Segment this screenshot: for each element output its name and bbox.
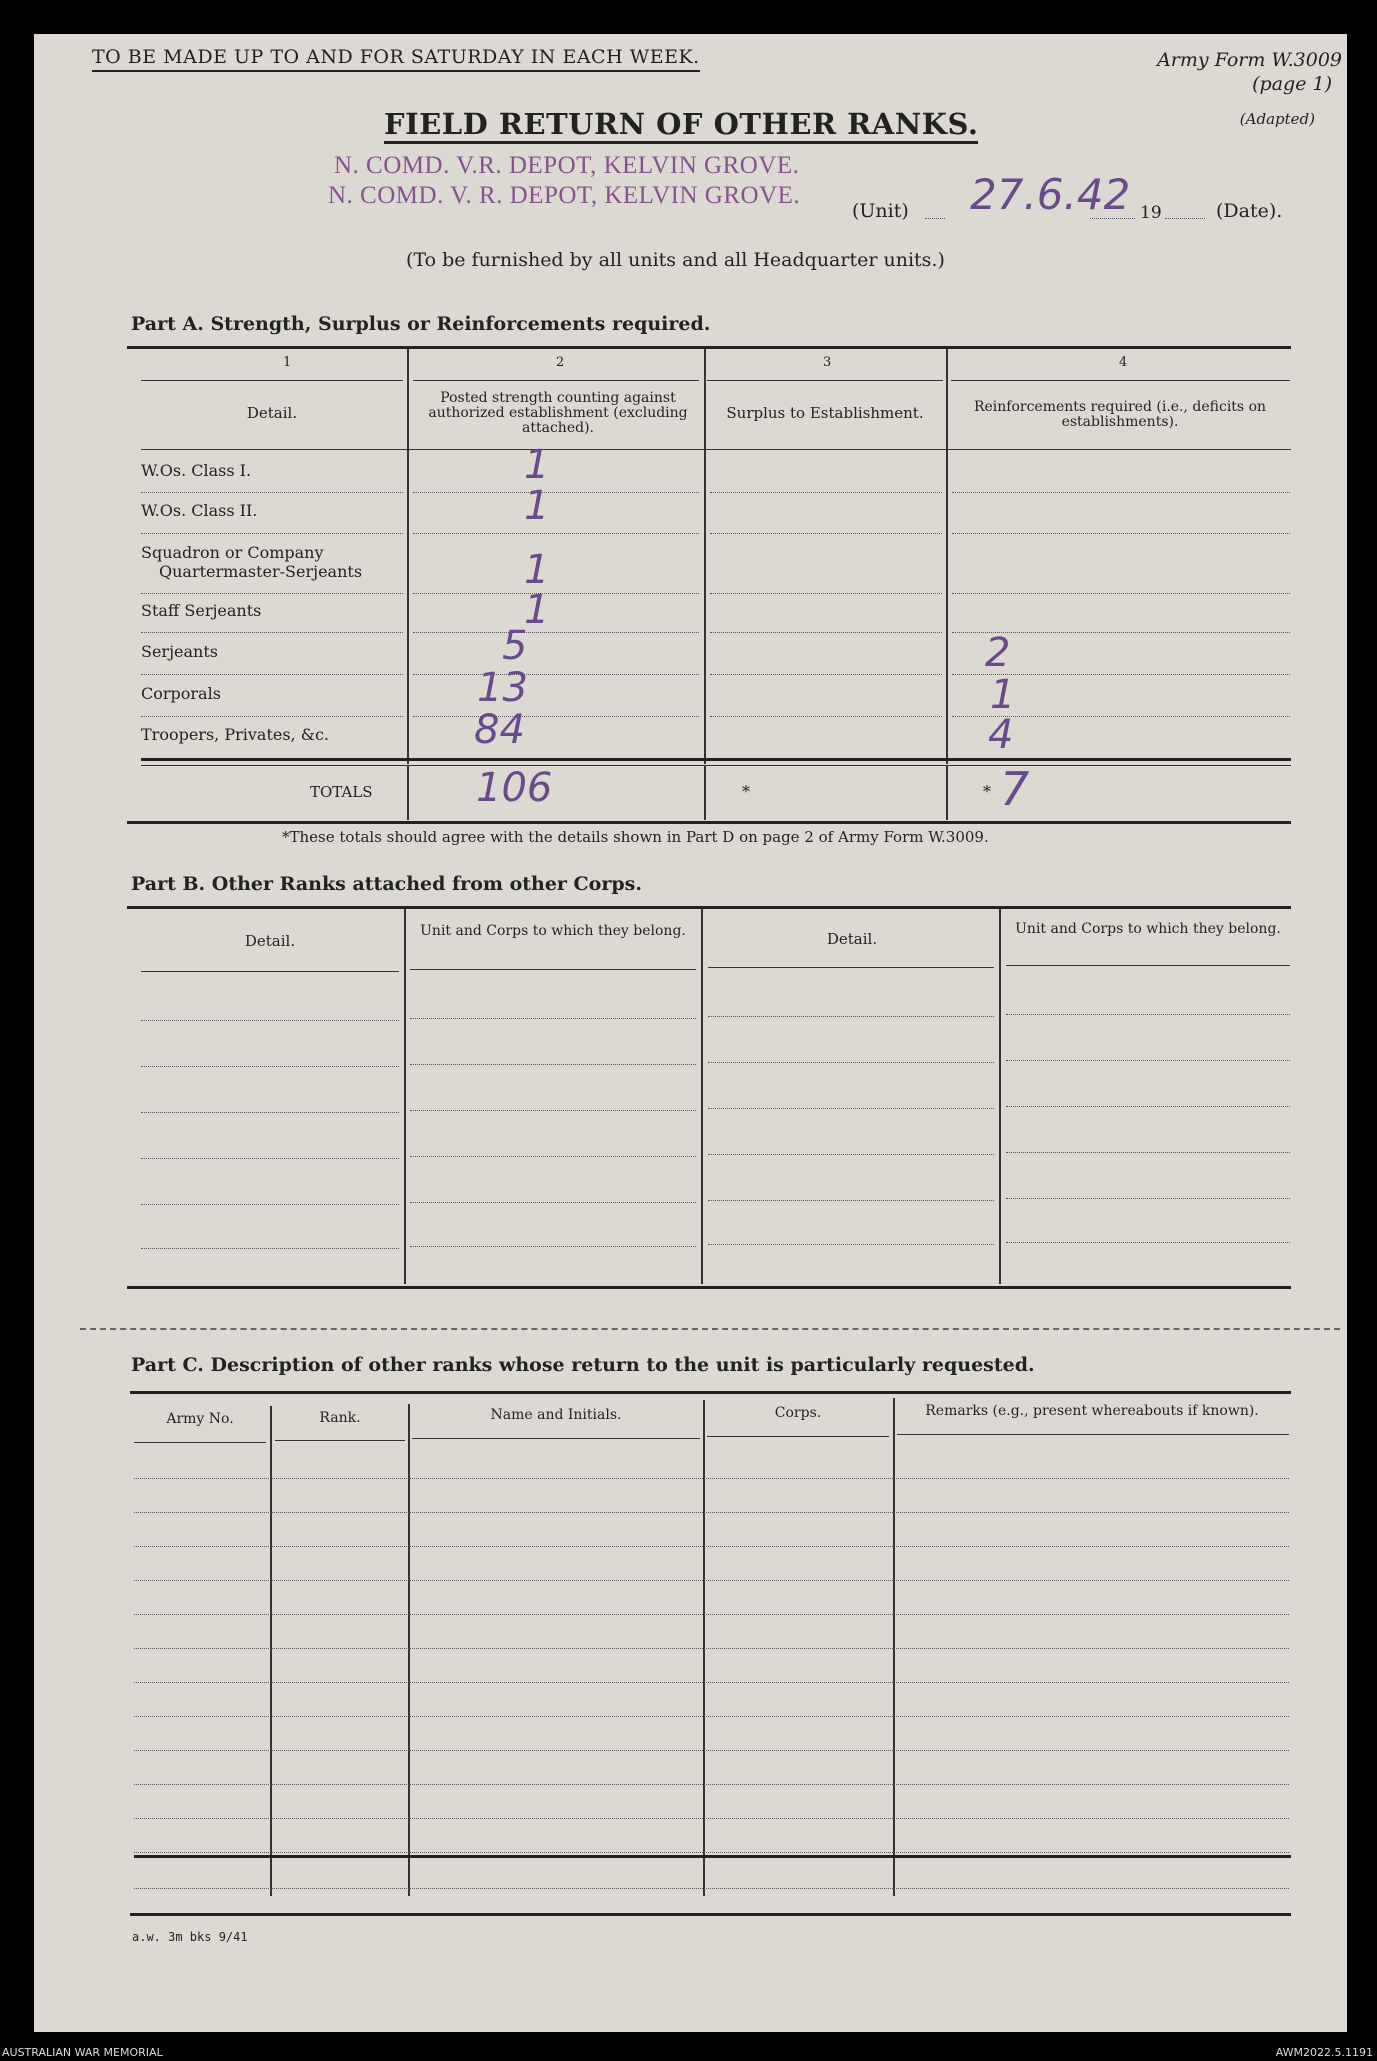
header-reinforcements: Reinforcements required (i.e., deficits on establishments).: [973, 399, 1267, 430]
row-label-wo2: W.Os. Class II.: [141, 501, 258, 520]
form-title: FIELD RETURN OF OTHER RANKS.: [384, 107, 978, 144]
page-number: (page 1): [1252, 73, 1332, 95]
reinf-privates: 4: [988, 712, 1014, 758]
totals-reinf-mark: *: [983, 782, 991, 801]
posted-wo1: 1: [524, 442, 550, 488]
print-code: a.w. 3m bks 9/41: [132, 1930, 248, 1944]
row-label-serjeants: Serjeants: [141, 642, 218, 661]
posted-wo2: 1: [524, 483, 550, 529]
part-a-heading: Part A. Strength, Surplus or Reinforcements required.: [131, 313, 711, 335]
handwritten-date: 27.6.42: [970, 170, 1131, 219]
header-detail: Detail.: [246, 404, 298, 422]
archive-credit: AUSTRALIAN WAR MEMORIAL: [2, 2046, 163, 2059]
row-label-privates: Troopers, Privates, &c.: [141, 725, 330, 744]
unit-stamp-2: N. COMD. V. R. DEPOT, KELVIN GROVE.: [328, 182, 801, 209]
posted-corporals: 13: [477, 665, 528, 711]
army-form-line: Army Form W.3009: [1157, 49, 1342, 71]
row-label-wo1: W.Os. Class I.: [141, 461, 252, 480]
totals-reinforcements: 7: [1000, 762, 1030, 816]
totals-posted: 106: [476, 765, 553, 811]
part-b-unit-corps-2: Unit and Corps to which they belong.: [1015, 921, 1281, 937]
row-label-corporals: Corporals: [141, 684, 221, 703]
col-number-4: 4: [1119, 355, 1128, 370]
totals-footnote: *These totals should agree with the details shown in Part D on page 2 of Army Form W.3009.: [282, 828, 989, 846]
archive-id: AWM2022.5.1191: [1275, 2046, 1373, 2059]
unit-label: (Unit): [852, 200, 909, 222]
header-posted-strength: Posted strength counting against authorized establishment (excluding attached).: [428, 390, 688, 436]
header-surplus: Surplus to Establishment.: [726, 404, 924, 422]
row-label-cqms-line1: Squadron or Company: [141, 543, 324, 562]
part-c-corps: Corps.: [774, 1405, 822, 1421]
row-label-cqms: [141, 543, 362, 581]
col-number-1: 1: [283, 355, 292, 370]
part-b-detail-1: Detail.: [244, 932, 296, 950]
totals-label: TOTALS: [310, 783, 373, 801]
reinf-corporals: 1: [990, 672, 1016, 718]
posted-staff-serjeants: 1: [524, 587, 550, 633]
army-form-number: [1157, 48, 1342, 96]
reinf-serjeants: 2: [985, 630, 1011, 676]
posted-serjeants: 5: [502, 623, 528, 669]
form-subtitle: (To be furnished by all units and all Headquarter units.): [406, 249, 945, 271]
adapted-note: (Adapted): [1239, 110, 1315, 128]
totals-surplus-mark: *: [742, 782, 750, 801]
date-label: (Date).: [1216, 200, 1283, 222]
part-c-heading: Part C. Description of other ranks whose return to the unit is particularly requested.: [131, 1354, 1035, 1376]
row-label-staff-serjeants: Staff Serjeants: [141, 601, 262, 620]
weekly-note: TO BE MADE UP TO AND FOR SATURDAY IN EACH WEEK.: [92, 46, 700, 72]
part-c-army-no: Army No.: [166, 1411, 234, 1427]
year-prefix: 19: [1140, 203, 1162, 223]
col-number-3: 3: [823, 355, 832, 370]
row-label-cqms-line2: Quartermaster-Serjeants: [159, 562, 363, 581]
part-b-detail-2: Detail.: [826, 930, 878, 948]
posted-cqms: 1: [524, 547, 550, 593]
posted-privates: 84: [474, 707, 525, 753]
col-number-2: 2: [556, 355, 565, 370]
part-c-remarks: Remarks (e.g., present whereabouts if known).: [925, 1403, 1259, 1419]
part-c-name: Name and Initials.: [490, 1407, 622, 1423]
part-c-rank: Rank.: [319, 1410, 361, 1426]
unit-stamp-1: N. COMD. V.R. DEPOT, KELVIN GROVE.: [334, 152, 800, 179]
part-b-unit-corps-1: Unit and Corps to which they belong.: [420, 923, 686, 939]
part-b-heading: Part B. Other Ranks attached from other Corps.: [131, 873, 642, 895]
